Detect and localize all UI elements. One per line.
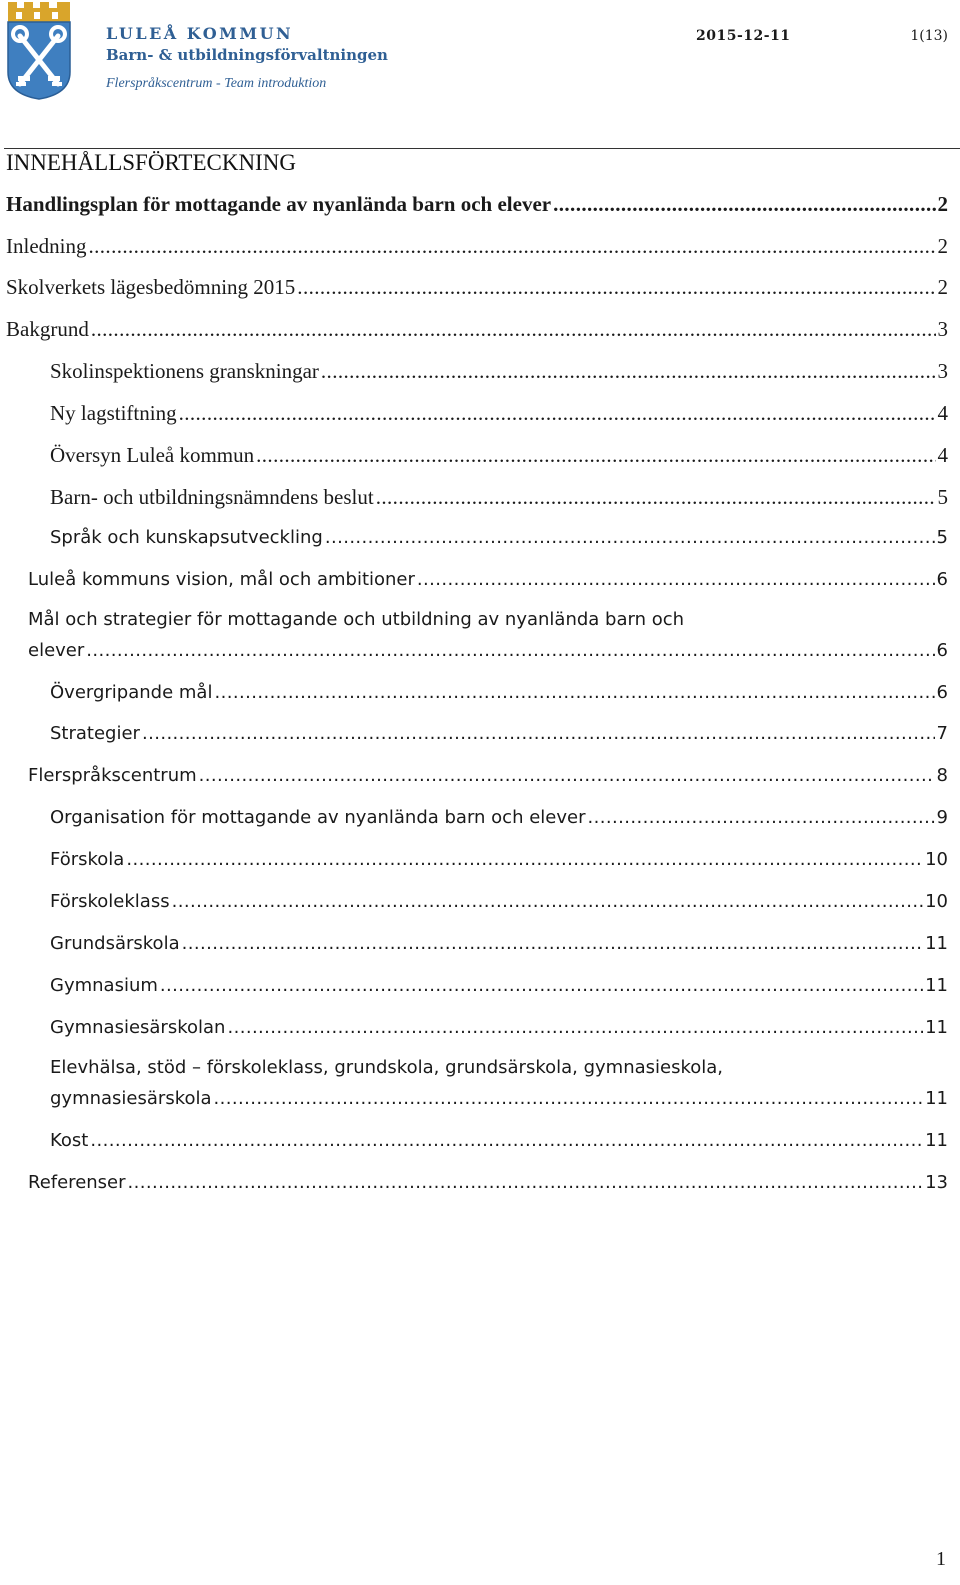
toc-entry[interactable] [50, 933, 948, 954]
toc-entry-page: 2 [937, 275, 948, 299]
toc-entry[interactable] [6, 317, 948, 342]
toc-entry-page: 2 [937, 192, 948, 216]
toc-entry-page: 3 [937, 359, 948, 383]
toc-entry-page: 7 [936, 723, 948, 744]
toc-entry[interactable] [6, 275, 948, 300]
toc-entry-page: 4 [937, 443, 948, 467]
toc-entry-label: Barn- och utbildningsnämndens beslut [50, 485, 374, 509]
toc-entry-label: elever [28, 640, 85, 661]
toc-entry-label: Förskoleklass [50, 891, 170, 912]
toc-entry-label: Skolinspektionens granskningar [50, 359, 319, 383]
toc-entry-page: 11 [925, 1088, 948, 1109]
toc-entry-label: gymnasiesärskola [50, 1088, 212, 1109]
toc-entry-page: 6 [936, 682, 948, 703]
toc-entry-page: 11 [925, 1017, 948, 1038]
toc-entry[interactable] [50, 682, 948, 703]
toc-entry[interactable] [50, 807, 948, 828]
toc-entry-page: 5 [937, 485, 948, 509]
toc-entry-page: 5 [936, 527, 948, 548]
toc-entry[interactable] [28, 765, 948, 786]
toc-entry[interactable] [50, 485, 948, 510]
toc-entry[interactable] [50, 849, 948, 870]
toc-entry[interactable] [50, 1017, 948, 1038]
toc-entry-label-line1[interactable]: Elevhälsa, stöd – förskoleklass, grundskola, grundsärskola, gymnasieskola, [50, 1057, 724, 1078]
page-indicator: 1(13) [910, 28, 948, 44]
toc-entry[interactable] [6, 192, 948, 217]
toc-entry-label: Organisation för mottagande av nyanlända barn och elever [50, 807, 586, 828]
toc-entry-page: 10 [925, 891, 948, 912]
header-divider [4, 148, 960, 149]
toc-entry-page: 13 [925, 1172, 948, 1193]
toc-entry[interactable] [28, 1172, 948, 1193]
toc-entry-label: Inledning [6, 234, 87, 258]
toc-entry-page: 9 [936, 807, 948, 828]
lulea-coat-of-arms-icon [4, 2, 74, 100]
toc-entry-label: Flerspråkscentrum [28, 765, 197, 786]
organization-name: LULEÅ KOMMUN [106, 24, 294, 43]
department-name: Barn- & utbildningsförvaltningen [106, 46, 388, 64]
toc-entry-label: Gymnasium [50, 975, 158, 996]
team-name: Flerspråkscentrum - Team introduktion [106, 76, 327, 91]
toc-entry-label: Övergripande mål [50, 682, 213, 703]
toc-entry-label: Skolverkets lägesbedömning 2015 [6, 275, 296, 299]
toc-entry-label: Kost [50, 1130, 89, 1151]
toc-entry[interactable] [6, 234, 948, 259]
toc-entry[interactable] [50, 401, 948, 426]
organization-header [106, 24, 388, 94]
toc-entry-page: 4 [937, 401, 948, 425]
toc-entry-label: Strategier [50, 723, 140, 744]
toc-entry[interactable] [50, 527, 948, 548]
toc-entry[interactable] [50, 891, 948, 912]
toc-entry-page: 11 [925, 933, 948, 954]
toc-entry-label: Förskola [50, 849, 125, 870]
toc-entry-label: Bakgrund [6, 317, 89, 341]
toc-entry-label: Översyn Luleå kommun [50, 443, 255, 467]
toc-entry-page: 11 [925, 1130, 948, 1151]
page-number: 1 [936, 1548, 946, 1570]
toc-entry[interactable] [50, 1130, 948, 1151]
toc-entry-page: 10 [925, 849, 948, 870]
toc-entry-label: Luleå kommuns vision, mål och ambitioner [28, 569, 415, 590]
toc-entry[interactable] [50, 723, 948, 744]
toc-entry-page: 11 [925, 975, 948, 996]
toc-entry[interactable] [50, 443, 948, 468]
toc-entry-label: Grundsärskola [50, 933, 180, 954]
toc-entry-page: 3 [937, 317, 948, 341]
toc-entry[interactable] [50, 975, 948, 996]
toc-entry-page: 8 [936, 765, 948, 786]
toc-entry-label: Gymnasiesärskolan [50, 1017, 226, 1038]
toc-entry-page: 6 [936, 640, 948, 661]
toc-entry[interactable] [50, 359, 948, 384]
toc-entry-label-line1[interactable]: Mål och strategier för mottagande och utbildning av nyanlända barn och [28, 609, 685, 630]
toc-entry-label: Handlingsplan för mottagande av nyanlända barn och elever [6, 192, 552, 216]
document-date: 2015-12-11 [696, 28, 791, 44]
toc-title: INNEHÅLLSFÖRTECKNING [6, 150, 296, 175]
toc-entry-label: Referenser [28, 1172, 126, 1193]
toc-entry[interactable] [28, 569, 948, 590]
toc-entry[interactable] [50, 1088, 948, 1109]
toc-entry[interactable] [28, 640, 948, 661]
toc-entry-page: 2 [937, 234, 948, 258]
toc-entry-label: Språk och kunskapsutveckling [50, 527, 323, 548]
toc-entry-page: 6 [936, 569, 948, 590]
toc-entry-label: Ny lagstiftning [50, 401, 177, 425]
